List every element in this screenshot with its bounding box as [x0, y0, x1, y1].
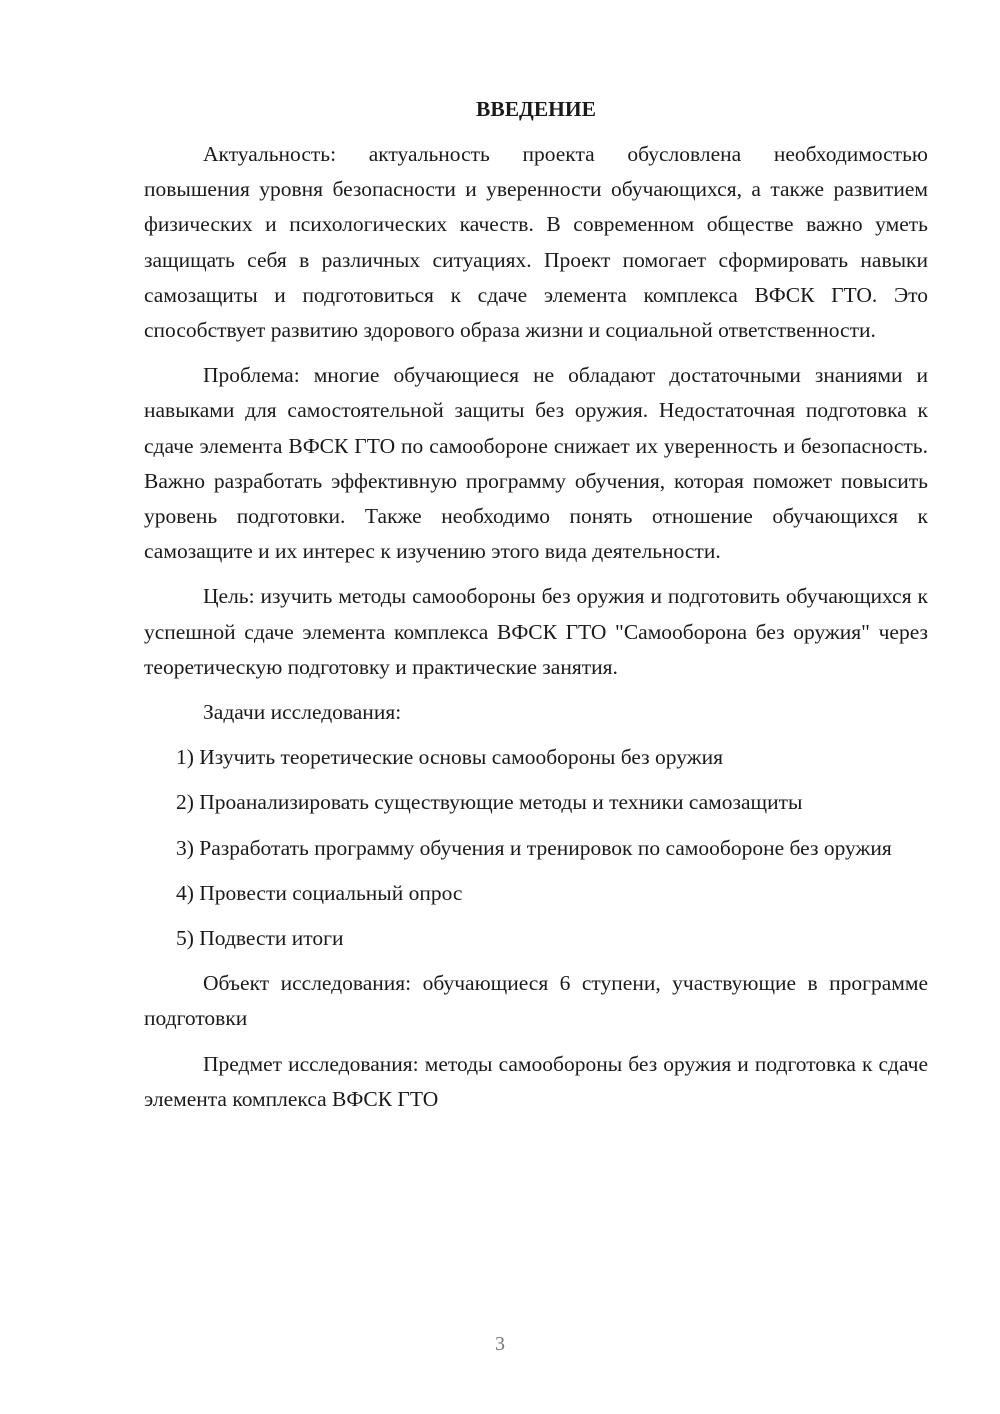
page-content: [144, 92, 928, 1127]
paragraph-goal: Цель: изучить методы самообороны без оружия и подготовить обучающихся к успешной сдаче элемента комплекса ВФСК ГТО "Самооборона без оружия" через теоретическую подготовку и практические занятия.: [144, 584, 928, 679]
paragraph-relevance: Актуальность: актуальность проекта обусловлена необходимостью повышения уровня безопасности и уверенности обучающихся, а также развитием физических и психологических качеств. В современном обществе важно уметь защищать себя в различных ситуациях. Проект помогает сформировать навыки самозащиты и подготовиться к сдаче элемента комплекса ВФСК ГТО. Это способствует развитию здорового образа жизни и социальной ответственности.: [144, 142, 928, 343]
list-item: 4) Провести социальный опрос: [176, 880, 463, 905]
paragraph-object: Объект исследования: обучающиеся 6 ступени, участвующие в программе подготовки: [144, 971, 928, 1031]
page-number: 3: [495, 1333, 505, 1355]
paragraph-subject: Предмет исследования: методы самообороны без оружия и подготовка к сдаче элемента комплекса ВФСК ГТО: [144, 1051, 928, 1111]
list-item: 5) Подвести итоги: [176, 926, 344, 951]
paragraph-problem: Проблема: многие обучающиеся не обладают достаточными знаниями и навыками для самостоятельной защиты без оружия. Недостаточная подготовка к сдаче элемента ВФСК ГТО по самообороне снижает их уверенность и безопасность. Важно разработать эффективную программу обучения, которая поможет повысить уровень подготовки. Также необходимо понять отношение обучающихся к самозащите и их интерес к изучению этого вида деятельности.: [144, 363, 928, 564]
tasks-list: [144, 740, 928, 956]
list-item: 3) Разработать программу обучения и тренировок по самообороне без оружия: [176, 835, 892, 860]
tasks-heading: Задачи исследования:: [203, 700, 402, 725]
page-title: ВВЕДЕНИЕ: [476, 97, 596, 121]
list-item: 2) Проанализировать существующие методы и техники самозащиты: [176, 790, 803, 815]
list-item: 1) Изучить теоретические основы самообороны без оружия: [176, 745, 723, 770]
